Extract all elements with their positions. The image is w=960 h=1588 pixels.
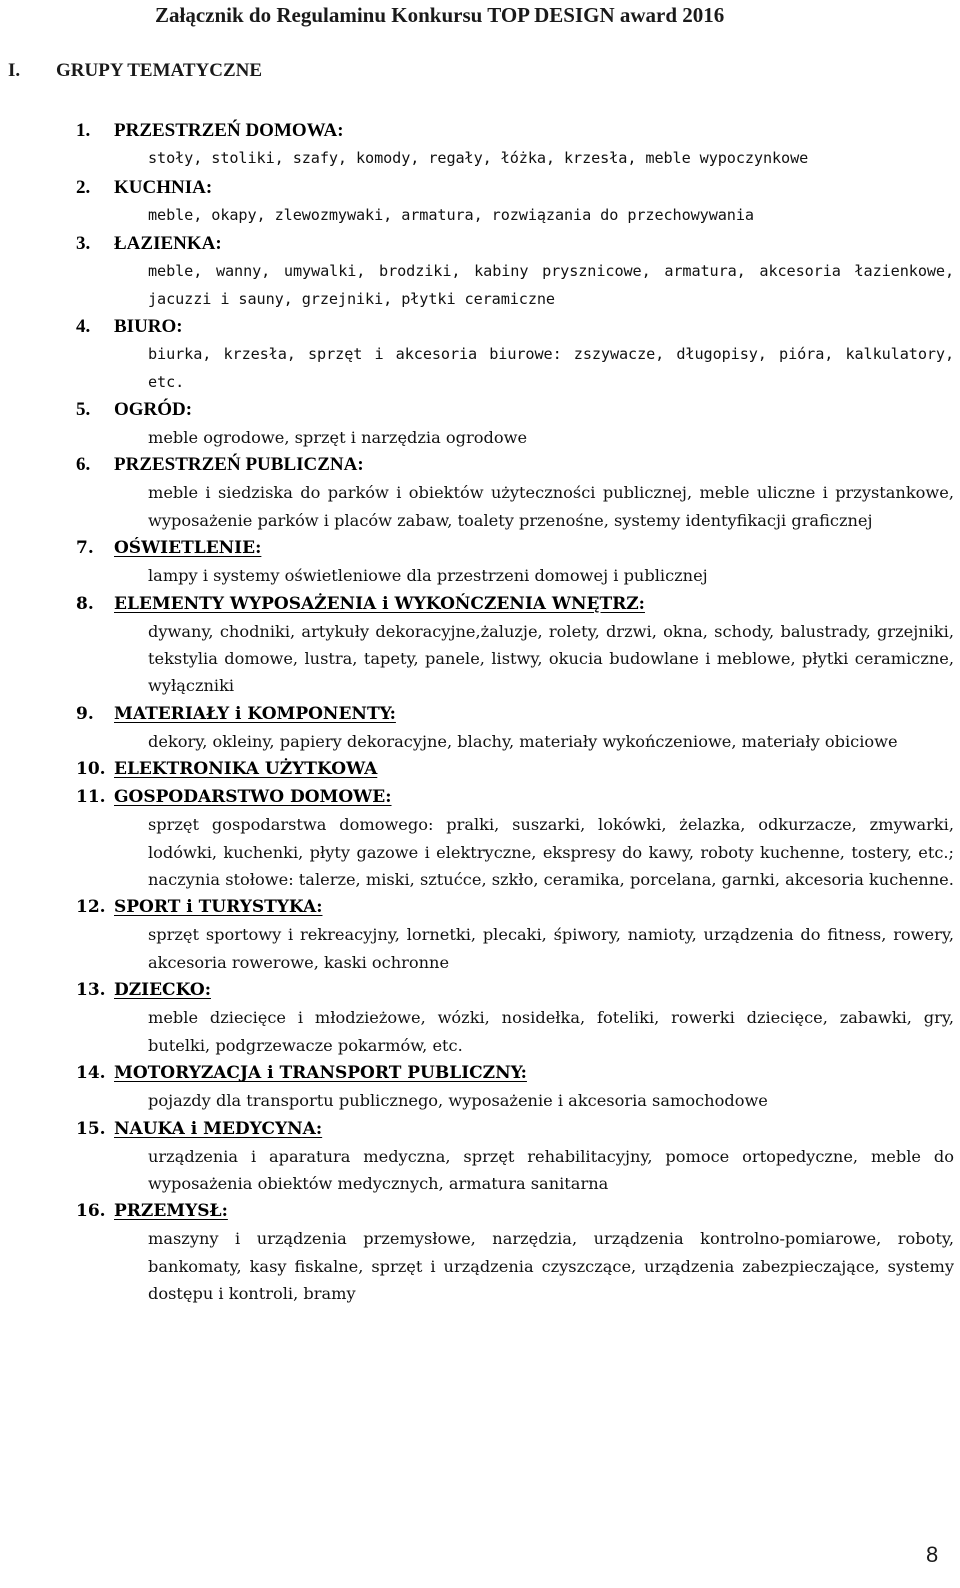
group-number: 14. [76,1063,106,1084]
group-title: MOTORYZACJA i TRANSPORT PUBLICZNY: [114,1063,527,1084]
page-number: 8 [926,1542,939,1567]
group-item-biuro [76,313,954,396]
group-item-nauka-medycyna [76,1115,954,1198]
group-number: 12. [76,897,106,918]
group-title: ELEKTRONIKA UŻYTKOWA [114,759,378,780]
group-heading [76,313,954,341]
group-description: dekory, okleiny, papiery dekoracyjne, blachy, materiały wykończeniowe, materiały obiciowe [148,731,898,751]
group-heading [76,534,954,562]
group-item-lazienka [76,230,954,313]
group-description: biurka, krzesła, sprzęt i akcesoria biurowe: zszywacze, długopisy, pióra, kalkulatory, etc. [148,345,954,391]
group-description: meble i siedziska do parków i obiektów użyteczności publicznej, meble uliczne i przystankowe, wyposażenie parków i placów zabaw, toalety przenośne, systemy identyfikacji graficznej [148,483,954,530]
group-heading [76,783,954,811]
group-heading [76,117,954,145]
group-description: lampy i systemy oświetleniowe dla przestrzeni domowej i publicznej [148,566,708,586]
group-title: MATERIAŁY i KOMPONENTY: [114,703,396,724]
group-description: meble ogrodowe, sprzęt i narzędzia ogrodowe [148,428,528,447]
group-title: DZIECKO: [114,980,211,1001]
group-title: OGRÓD: [114,399,193,420]
group-title: ŁAZIENKA: [114,233,222,254]
group-description: meble, wanny, umywalki, brodziki, kabiny prysznicowe, armatura, akcesoria łazienkowe, jacuzzi i sauny, grzejniki, płytki ceramiczne [148,262,954,308]
group-heading [76,893,954,921]
group-heading [76,451,954,479]
group-item-przemysl [76,1197,954,1307]
group-heading [76,1197,954,1225]
group-item-ogrod [76,396,954,451]
group-item-elektronika-uzytkowa [76,755,954,783]
group-number: 15. [76,1118,106,1139]
group-number: 3. [76,233,91,254]
group-title: PRZESTRZEŃ DOMOWA: [114,120,344,141]
group-item-przestrzen-domowa [76,117,954,173]
group-item-kuchnia [76,174,954,230]
group-heading [76,230,954,258]
group-number: 7. [76,538,94,559]
section-title: GRUPY TEMATYCZNE [56,60,263,81]
group-number: 13. [76,980,106,1001]
group-number: 1. [76,120,91,141]
group-number: 5. [76,399,91,420]
group-item-elementy-wyposazenia [76,590,954,700]
group-item-gospodarstwo-domowe [76,783,954,893]
group-heading [76,700,954,728]
group-number: 8. [76,593,94,614]
group-number: 4. [76,316,91,337]
group-heading [76,976,954,1004]
group-heading [76,1059,954,1087]
group-description: stoły, stoliki, szafy, komody, regały, łóżka, krzesła, meble wypoczynkowe [148,149,809,167]
group-title: ELEMENTY WYPOSAŻENIA i WYKOŃCZENIA WNĘTRZ: [114,593,645,614]
section-heading [8,59,262,83]
group-title: OŚWIETLENIE: [114,538,262,559]
group-number: 16. [76,1201,106,1222]
group-number: 9. [76,703,94,724]
group-item-dziecko [76,976,954,1059]
group-title: PRZESTRZEŃ PUBLICZNA: [114,454,364,476]
group-heading [76,396,954,424]
group-heading [76,1115,954,1143]
group-number: 10. [76,759,106,780]
group-description: maszyny i urządzenia przemysłowe, narzędzia, urządzenia kontrolno-pomiarowe, roboty, bankomaty, kasy fiskalne, sprzęt i urządzenia czyszczące, urządzenia zabezpieczające, systemy dostępu i kontroli, bramy [148,1229,954,1304]
group-description: sprzęt gospodarstwa domowego: pralki, suszarki, lokówki, żelazka, odkurzacze, zmywarki, lodówki, kuchenki, płyty gazowe i elektryczne, ekspresy do kawy, roboty kuchenne, tostery, etc.; naczynia stołowe: talerze, miski, sztućce, szkło, ceramika, porcelana, garnki, akcesoria kuchenne. [148,815,954,890]
group-number: 2. [76,176,91,198]
group-heading [76,174,954,202]
group-description: dywany, chodniki, artykuły dekoracyjne,żaluzje, rolety, drzwi, okna, schody, balustrady, grzejniki, tekstylia domowe, lustra, tapety, panele, listwy, okucia budowlane i meblowe, płytki ceramiczne, wyłączniki [148,621,954,696]
group-item-przestrzen-publiczna [76,451,954,534]
group-item-oswietlenie [76,534,954,589]
section-number: I. [8,60,21,81]
group-title: PRZEMYSŁ: [114,1201,228,1222]
thematic-groups-list [76,117,954,1308]
group-heading [76,590,954,618]
group-description: urządzenia i aparatura medyczna, sprzęt rehabilitacyjny, pomoce ortopedyczne, meble do wyposażenia obiektów medycznych, armatura sanitarna [148,1146,954,1193]
group-number: 6. [76,454,91,476]
group-description: meble dziecięce i młodzieżowe, wózki, nosidełka, foteliki, rowerki dziecięce, zabawki, gry, butelki, podgrzewacze pokarmów, etc. [148,1008,954,1055]
group-item-materialy-komponenty [76,700,954,755]
group-title: NAUKA i MEDYCYNA: [114,1118,323,1139]
group-number: 11. [76,787,106,808]
group-description: sprzęt sportowy i rekreacyjny, lornetki, plecaki, śpiwory, namioty, urządzenia do fitness, rowery, akcesoria rowerowe, kaski ochronne [148,925,954,972]
group-description: pojazdy dla transportu publicznego, wyposażenie i akcesoria samochodowe [148,1091,768,1111]
group-title: BIURO: [114,316,183,337]
group-heading [76,755,954,783]
group-title: KUCHNIA: [114,176,213,198]
group-title: GOSPODARSTWO DOMOWE: [114,787,392,808]
group-title: SPORT i TURYSTYKA: [114,897,323,918]
group-description: meble, okapy, zlewozmywaki, armatura, rozwiązania do przechowywania [148,205,754,224]
document-header-title: Załącznik do Regulaminu Konkursu TOP DESIGN award 2016 [155,3,725,27]
group-item-sport-turystyka [76,893,954,976]
group-item-motoryzacja-transport [76,1059,954,1114]
